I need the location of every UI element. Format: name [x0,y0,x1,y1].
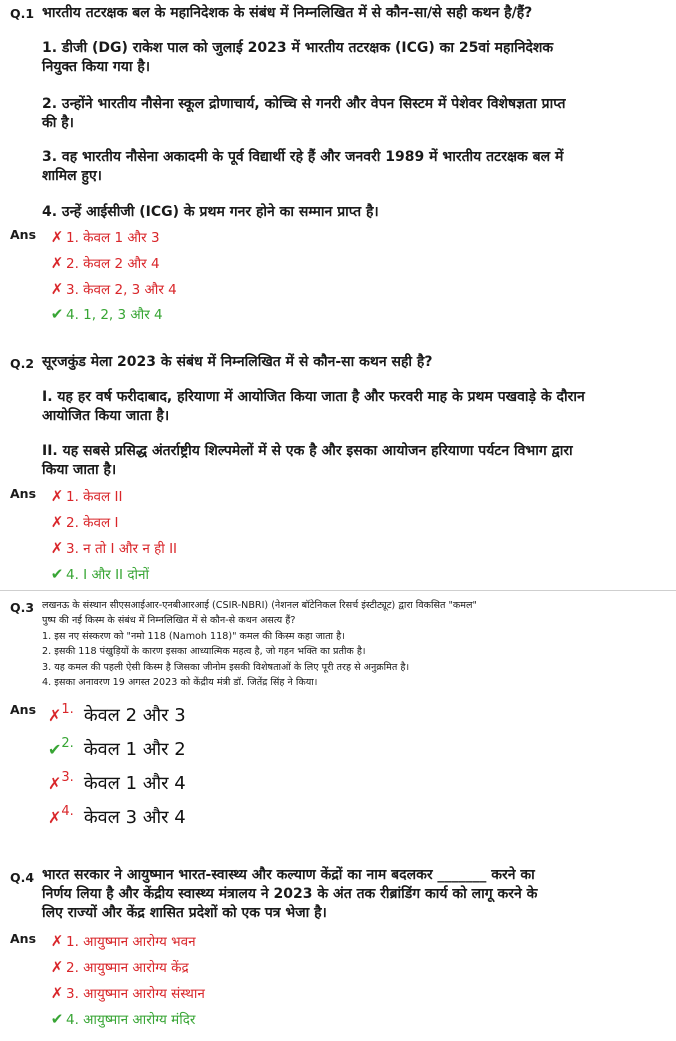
check-icon: ✔ [50,1010,64,1028]
option-3[interactable]: ✗ 3. केवल 2, 3 और 4 [48,280,177,298]
cross-icon: ✗ [50,487,64,505]
question-number: Q.1 [10,6,35,21]
cross-icon: ✗ [50,280,64,298]
option-3[interactable]: ✗ 3. केवल 1 और 4 [48,769,186,794]
statement-1: I. यह हर वर्ष फरीदाबाद, हरियाणा में आयोजित किया जाता है और फरवरी माह के प्रथम पखवाड़े के दौरान आयोजित किया जाता है। [42,389,585,424]
cross-icon: ✗ [48,807,62,827]
cross-icon: ✗ [50,228,64,246]
option-3[interactable]: ✗ 3. आयुष्मान आरोग्य संस्थान [48,984,205,1002]
question-text: सूरजकुंड मेला 2023 के संबंध में निम्नलिखित में से कौन-सा कथन सही है? [42,354,433,370]
statement-3: 3. वह भारतीय नौसेना अकादमी के पूर्व विद्यार्थी रहे हैं और जनवरी 1989 में भारतीय तटरक्षक बल में शामिल हुए। [42,149,564,184]
answer-label: Ans [10,931,37,946]
option-3[interactable]: ✗ 3. न तो I और न ही II [48,539,177,557]
option-1[interactable]: ✗ 1. केवल 1 और 3 [48,228,160,246]
statement-1: 1. डीजी (DG) राकेश पाल को जुलाई 2023 में भारतीय तटरक्षक (ICG) का 25वां महानिदेशक नियुक्त किया गया है। [42,40,554,75]
statement-2: 2. उन्होंने भारतीय नौसेना स्कूल द्रोणाचार्य, कोच्चि से गनरी और वेपन सिस्टम में पेशेवर विशेषज्ञता प्राप्त की है। [42,96,566,131]
cross-icon: ✗ [50,254,64,272]
option-2[interactable]: ✗ 2. आयुष्मान आरोग्य केंद्र [48,958,189,976]
question-text: भारत सरकार ने आयुष्मान भारत-स्वास्थ्य और कल्याण केंद्रों का नाम बदलकर _______ करने का निर्णय लिया है और केंद्रीय स्वास्थ्य मंत्रालय ने 2023 के अंत तक रीब्रांडिंग कार्य को लागू करने के लिए राज्यों और केंद्र शासित प्रदेशों को एक पत्र भेजा है। [42,867,538,921]
cross-icon: ✗ [50,539,64,557]
statement-2: II. यह सबसे प्रसिद्ध अंतर्राष्ट्रीय शिल्पमेलों में से एक है और इसका आयोजन हरियाणा पर्यटन विभाग द्वारा किया जाता है। [42,443,573,478]
cross-icon: ✗ [48,705,62,725]
divider [0,590,676,591]
statement-4: 4. उन्हें आईसीजी (ICG) के प्रथम गनर होने का सम्मान प्राप्त है। [42,204,379,220]
option-4[interactable]: ✔ 4. 1, 2, 3 और 4 [48,305,163,323]
cross-icon: ✗ [48,773,62,793]
cross-icon: ✗ [50,958,64,976]
option-4[interactable]: ✗ 4. केवल 3 और 4 [48,803,186,828]
check-icon: ✔ [50,305,64,323]
option-4[interactable]: ✔ 4. I और II दोनों [48,565,149,583]
option-2[interactable]: ✔ 2. केवल 1 और 2 [48,735,186,760]
option-1[interactable]: ✗ 1. केवल 2 और 3 [48,701,186,726]
answer-label: Ans [10,702,37,717]
cross-icon: ✗ [50,932,64,950]
question-number: Q.4 [10,870,35,885]
check-icon: ✔ [48,739,62,759]
option-4[interactable]: ✔ 4. आयुष्मान आरोग्य मंदिर [48,1010,195,1028]
option-1[interactable]: ✗ 1. आयुष्मान आरोग्य भवन [48,932,196,950]
answer-label: Ans [10,486,37,501]
question-number: Q.3 [10,600,35,615]
check-icon: ✔ [50,565,64,583]
question-number: Q.2 [10,356,35,371]
option-2[interactable]: ✗ 2. केवल 2 और 4 [48,254,160,272]
cross-icon: ✗ [50,984,64,1002]
cross-icon: ✗ [50,513,64,531]
option-2[interactable]: ✗ 2. केवल I [48,513,118,531]
option-1[interactable]: ✗ 1. केवल II [48,487,122,505]
question-text: लखनऊ के संस्थान सीएसआईआर-एनबीआरआई (CSIR-NBRI) (नेशनल बॉटेनिकल रिसर्च इंस्टीट्यूट) द्वारा विकसित "कमल" पुष्प की नई किस्म के संबंध में निम्नलिखित में से कौन-से कथन असत्य हैं? 1. इस नए संस्करण को "नमो 118 (Namoh 118)" कमल की किस्म कहा जाता है। 2. इसकी 118 पंखुड़ियों के कारण इसका आध्यात्मिक महत्व है, जो गहन भक्ति का प्रतीक है। 3. यह कमल की पहली ऐसी किस्म है जिसका जीनोम इसकी विशेषताओं के लिए पूरी तरह से अनुक्रमित है। 4. इसका अनावरण 19 अगस्त 2023 को केंद्रीय मंत्री डॉ. जितेंद्र सिंह ने किया। [42,600,477,689]
answer-label: Ans [10,227,37,242]
question-text: भारतीय तटरक्षक बल के महानिदेशक के संबंध में निम्नलिखित में से कौन-सा/से सही कथन है/हैं? [42,5,533,21]
